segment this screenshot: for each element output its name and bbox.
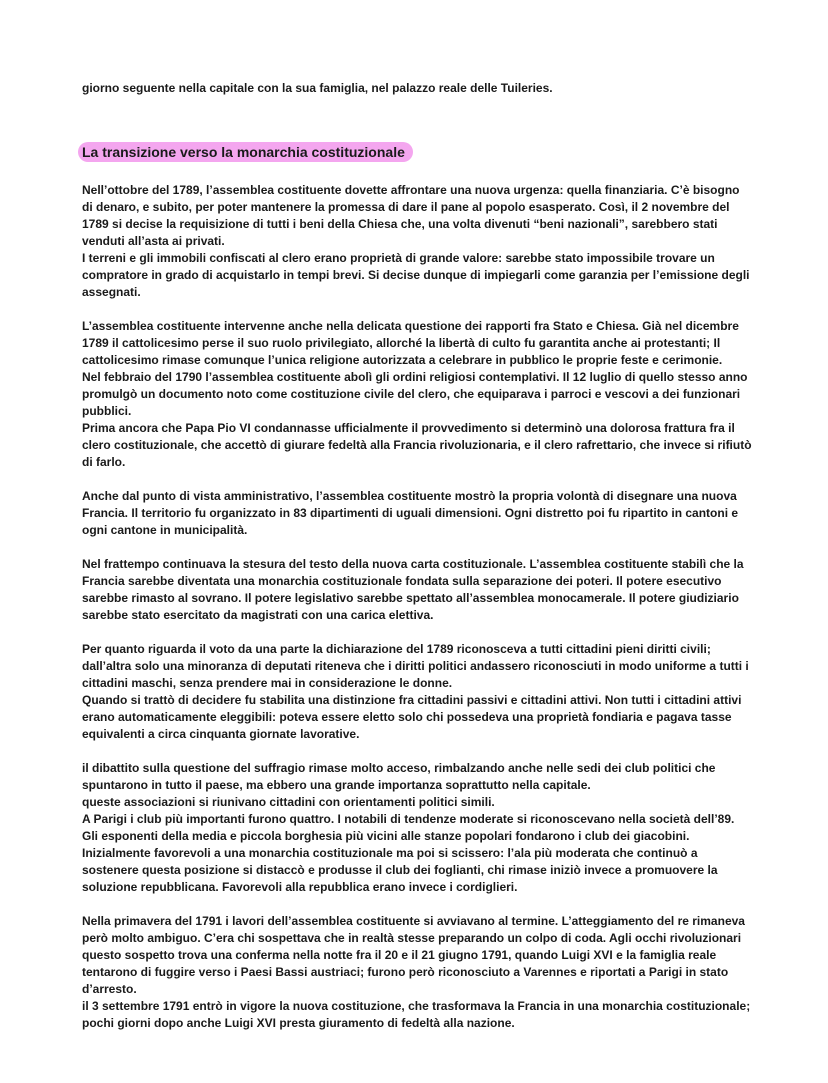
intro-paragraph: giorno seguente nella capitale con la sua famiglia, nel palazzo reale delle Tuileries. <box>82 81 553 95</box>
paragraph-line: Quando si trattò di decidere fu stabilita una distinzione fra cittadini passivi e cittadini attivi. Non tutti i cittadini attivi erano automaticamente eleggibili: poteva essere eletto solo chi possedeva una proprietà fondiaria e pagava tasse equivalenti a circa cinquanta giornate lavorative. <box>82 693 742 741</box>
paragraph-3 <box>82 488 752 539</box>
paragraph-line: A Parigi i club più importanti furono quattro. I notabili di tendenze moderate si riconoscevano nella società dell’89. Gli esponenti della media e piccola borghesia più vicini alle stanze popolari fondarono i club dei giacobini. Inizialmente favorevoli a una monarchia costituzionale ma poi si scissero: l’ala più moderata che continuò a sostenere questa posizione si distaccò e produsse il club dei foglianti, chi rimase iniziò invece a promuovere la soluzione repubblicana. Favorevoli alla repubblica erano invece i cordiglieri. <box>82 812 735 894</box>
paragraph-line: Nel febbraio del 1790 l’assemblea costituente abolì gli ordini religiosi contemplativi. Il 12 luglio di quello stesso anno promulgò un documento noto come costituzione civile del clero, che equiparava i parroci e vescovi a dei funzionari pubblici. <box>82 370 748 418</box>
section-heading-wrap <box>78 142 413 162</box>
paragraph-5 <box>82 641 752 743</box>
paragraph-line: Nell’ottobre del 1789, l’assemblea costituente dovette affrontare una nuova urgenza: quella finanziaria. C’è bisogno di denaro, e subito, per poter mantenere la promessa di dare il pane al popolo esasperato. Così, il 2 novembre del 1789 si decise la requisizione di tutti i beni della Chiesa che, una volta divenuti “beni nazionali”, sarebbero stati venduti all’asta ai privati. <box>82 183 740 248</box>
paragraph-line: il dibattito sulla questione del suffragio rimase molto acceso, rimbalzando anche nelle sedi dei club politici che spuntarono in tutto il paese, ma ebbero una grande importanza soprattutto nella capitale. <box>82 761 716 792</box>
paragraph-2 <box>82 318 752 471</box>
paragraph-line: Nella primavera del 1791 i lavori dell’assemblea costituente si avviavano al termine. L’atteggiamento del re rimaneva però molto ambiguo. C’era chi sospettava che in realtà stesse preparando un colpo di coda. Agli occhi rivoluzionari questo sospetto trova una conferma nella notte fra il 20 e il 21 giugno 1791, quando Luigi XVI e la famiglia reale tentarono di fuggire verso i Paesi Bassi austriaci; furono però riconosciuto a Varennes e riportati a Parigi in stato d’arresto. <box>82 914 745 996</box>
paragraph-4 <box>82 556 752 624</box>
paragraph-line: il 3 settembre 1791 entrò in vigore la nuova costituzione, che trasformava la Francia in una monarchia costituzionale; pochi giorni dopo anche Luigi XVI presta giuramento di fedeltà alla nazione. <box>82 999 751 1030</box>
section-heading: La transizione verso la monarchia costituzionale <box>78 142 413 162</box>
document-page <box>82 80 752 1049</box>
paragraph-line: Prima ancora che Papa Pio VI condannasse ufficialmente il provvedimento si determinò una dolorosa frattura fra il clero costituzionale, che accettò di giurare fedeltà alla Francia rivoluzionaria, e il clero rafrettario, che invece si rifiutò di farlo. <box>82 421 752 469</box>
paragraph-1 <box>82 182 752 301</box>
paragraph-line: I terreni e gli immobili confiscati al clero erano proprietà di grande valore: sarebbe stato impossibile trovare un compratore in grado di acquistarlo in tempi brevi. Si decise dunque di impiegarli come garanzia per l’emissione degli assegnati. <box>82 251 750 299</box>
paragraph-line: L’assemblea costituente intervenne anche nella delicata questione dei rapporti fra Stato e Chiesa. Già nel dicembre 1789 il cattolicesimo perse il suo ruolo privilegiato, allorché la libertà di culto fu garantita anche ai protestanti; Il cattolicesimo rimase comunque l’unica religione autorizzata a celebrare in pubblico le proprie feste e cerimonie. <box>82 319 739 367</box>
paragraph-line: Nel frattempo continuava la stesura del testo della nuova carta costituzionale. L’assemblea costituente stabilì che la Francia sarebbe diventata una monarchia costituzionale fondata sulla separazione dei poteri. Il potere esecutivo sarebbe rimasto al sovrano. Il potere legislativo sarebbe spettato all’assemblea monocamerale. Il potere giudiziario sarebbe stato esercitato da magistrati con una carica elettiva. <box>82 557 744 622</box>
paragraph-7 <box>82 913 752 1032</box>
paragraph-6 <box>82 760 752 896</box>
paragraph-line: Anche dal punto di vista amministrativo, l’assemblea costituente mostrò la propria volontà di disegnare una nuova Francia. Il territorio fu organizzato in 83 dipartimenti di uguali dimensioni. Ogni distretto poi fu ripartito in cantoni e ogni cantone in municipalità. <box>82 489 739 537</box>
paragraph-line: Per quanto riguarda il voto da una parte la dichiarazione del 1789 riconosceva a tutti cittadini pieni diritti civili; dall’altra solo una minoranza di deputati riteneva che i diritti politici andassero riconosciuti in modo uniforme a tutti i cittadini maschi, senza prendere mai in considerazione le donne. <box>82 642 749 690</box>
paragraph-line: queste associazioni si riunivano cittadini con orientamenti politici simili. <box>82 795 495 809</box>
